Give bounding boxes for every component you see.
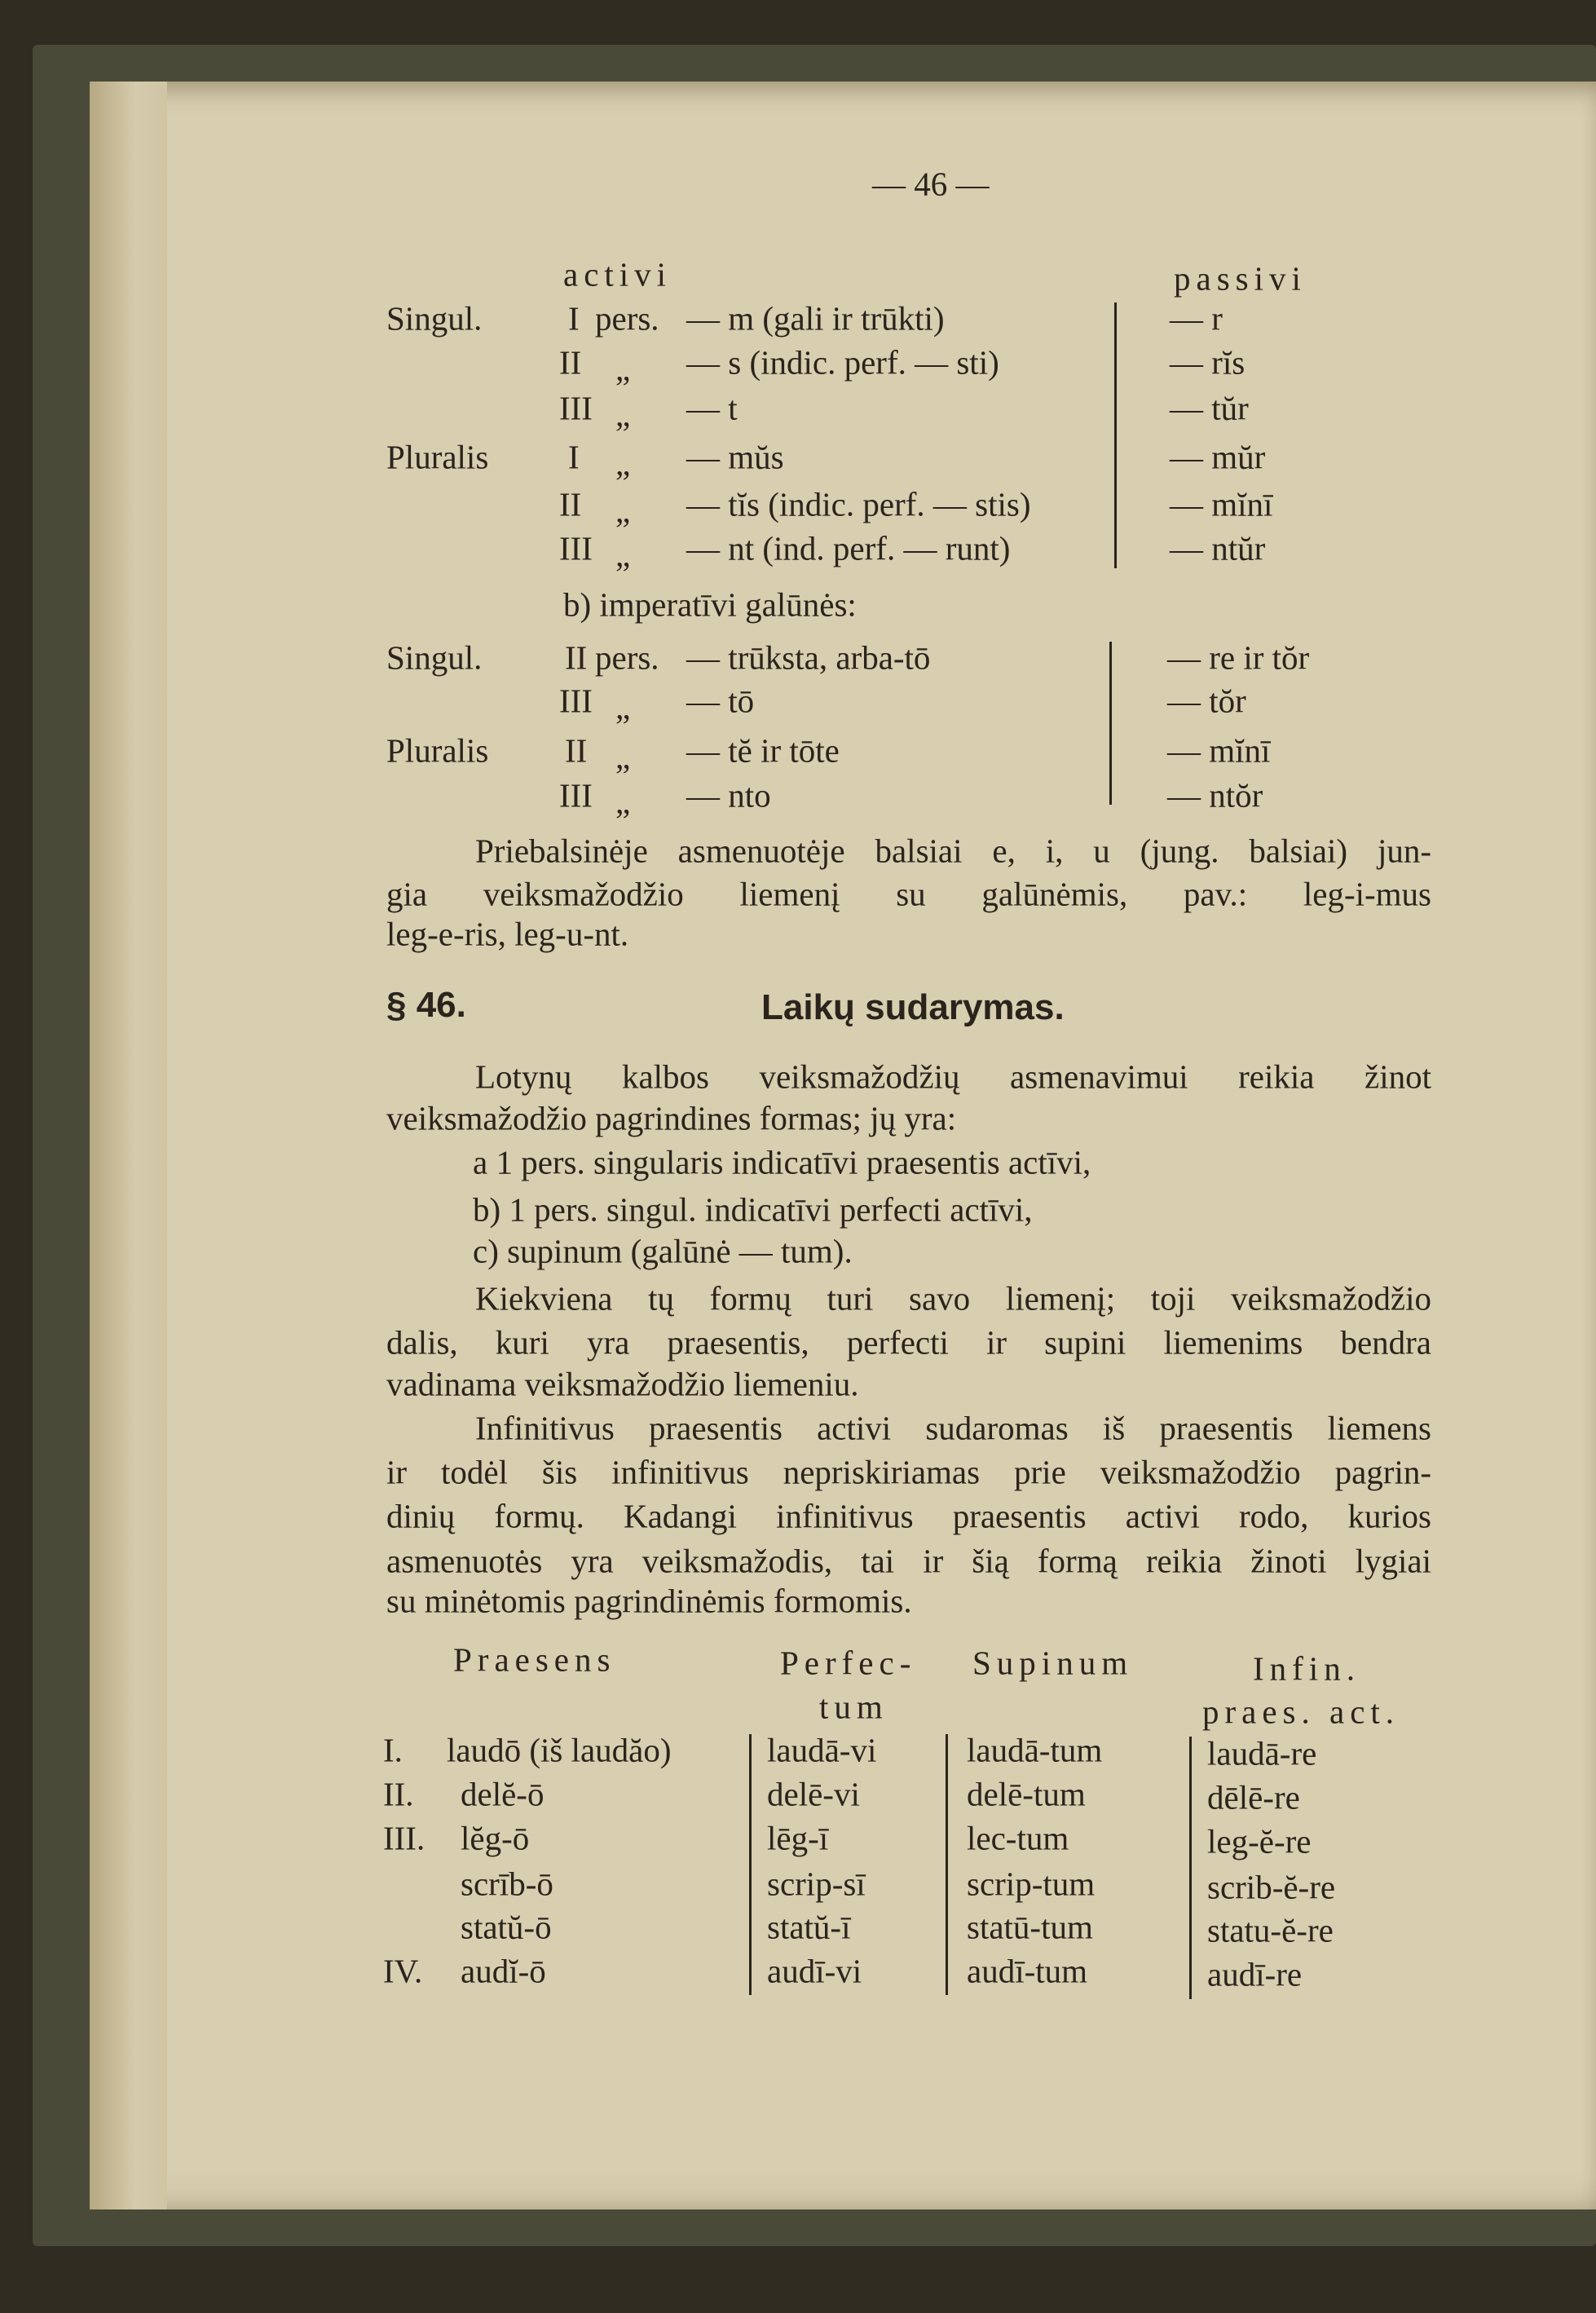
page-edges bbox=[90, 82, 167, 2209]
activi-heading: activi bbox=[563, 255, 672, 294]
active-ending: — nt (ind. perf. — runt) bbox=[686, 529, 1011, 567]
conjugation-numeral: I. bbox=[383, 1731, 403, 1769]
paragraph-line: ir todėl šis infinitivus nepriskiriamas prie veiksmažodžio pagrin- bbox=[386, 1453, 1431, 1491]
supinum-cell: scrip-tum bbox=[967, 1865, 1096, 1903]
section-title: Laikų sudarymas. bbox=[761, 987, 1065, 1027]
passive-ending: — mĭnī bbox=[1167, 731, 1271, 770]
infinitivus-cell: audī-re bbox=[1207, 1955, 1303, 1993]
passive-ending: — rĭs bbox=[1170, 343, 1245, 382]
active-ending: — s (indic. perf. — sti) bbox=[686, 343, 999, 382]
person-mark: „ bbox=[615, 492, 631, 530]
person-numeral: II bbox=[565, 638, 588, 677]
grammatical-number: Pluralis bbox=[386, 731, 489, 770]
infinitivus-cell: statu-ĕ-re bbox=[1207, 1911, 1334, 1949]
person-numeral: III bbox=[559, 682, 593, 720]
perfectum-cell: laudā-vi bbox=[767, 1731, 877, 1769]
perfectum-cell: delē-vi bbox=[767, 1775, 860, 1813]
praesens-cell: statŭ-ō bbox=[461, 1908, 552, 1946]
infinitivus-cell: dēlē-re bbox=[1207, 1778, 1300, 1816]
passive-ending: — r bbox=[1170, 299, 1223, 338]
supinum-cell: statū-tum bbox=[967, 1908, 1093, 1946]
active-ending: — nto bbox=[686, 776, 771, 814]
paragraph-line: dinių formų. Kadangi infinitivus praesentis activi rodo, kurios bbox=[386, 1497, 1431, 1535]
infinitivus-cell: leg-ĕ-re bbox=[1207, 1822, 1312, 1861]
column-divider bbox=[749, 1734, 752, 1995]
praesens-cell: delĕ-ō bbox=[461, 1775, 544, 1813]
person-numeral: III bbox=[559, 529, 593, 567]
section-number: § 46. bbox=[386, 985, 466, 1025]
active-ending: — tĭs (indic. perf. — stis) bbox=[686, 485, 1031, 523]
praesens-cell: laudō (iš laudăo) bbox=[447, 1731, 672, 1769]
conjugation-numeral: IV. bbox=[383, 1952, 423, 1990]
column-divider bbox=[946, 1734, 948, 1995]
person-mark: pers. bbox=[595, 638, 659, 677]
person-numeral: II bbox=[559, 485, 582, 523]
supinum-cell: lec-tum bbox=[967, 1819, 1069, 1857]
header-infinitivus: Infin. bbox=[1253, 1649, 1360, 1688]
grammatical-number: Singul. bbox=[386, 638, 483, 677]
passive-ending: — mĭnī bbox=[1170, 485, 1273, 523]
paragraph-line: dalis, kuri yra praesentis, perfecti ir supini liemenims bendra bbox=[386, 1323, 1431, 1362]
perfectum-cell: lēg-ī bbox=[767, 1819, 829, 1857]
person-mark: „ bbox=[615, 688, 631, 726]
column-divider bbox=[1189, 1737, 1192, 1999]
column-divider bbox=[1109, 642, 1112, 805]
person-mark: „ bbox=[615, 444, 631, 483]
infinitivus-cell: scrib-ĕ-re bbox=[1207, 1868, 1336, 1906]
active-ending: — tō bbox=[686, 682, 755, 720]
passive-ending: — re ir tŏr bbox=[1167, 638, 1310, 677]
perfectum-cell: scrip-sī bbox=[767, 1865, 866, 1903]
passive-ending: — ntŭr bbox=[1170, 529, 1266, 567]
header-supinum: Supinum bbox=[972, 1644, 1134, 1682]
praesens-cell: scrīb-ō bbox=[461, 1865, 553, 1903]
grammatical-number: Singul. bbox=[386, 299, 483, 338]
list-item: a 1 pers. singularis indicatīvi praesentis actīvi, bbox=[473, 1143, 1091, 1181]
imperative-heading: b) imperatīvi galūnės: bbox=[563, 585, 857, 624]
praesens-cell: lĕg-ō bbox=[461, 1819, 530, 1857]
person-numeral: I bbox=[568, 299, 580, 338]
active-ending: — tĕ ir tōte bbox=[686, 731, 840, 770]
paragraph-line: Kiekviena tų formų turi savo liemenį; toji veiksmažodžio bbox=[475, 1279, 1431, 1318]
person-mark: pers. bbox=[595, 299, 659, 338]
conjugation-numeral: III. bbox=[383, 1819, 425, 1857]
conjugation-numeral: II. bbox=[383, 1775, 414, 1813]
page-number: — 46 — bbox=[872, 165, 990, 203]
passivi-heading: passivi bbox=[1174, 259, 1307, 298]
list-item: c) supinum (galūnė — tum). bbox=[473, 1232, 853, 1270]
perfectum-cell: statŭ-ī bbox=[767, 1908, 851, 1946]
person-mark: „ bbox=[615, 395, 631, 434]
person-numeral: III bbox=[559, 389, 593, 427]
paragraph-line: asmenuotės yra veiksmažodis, tai ir šią formą reikia žinoti lygiai bbox=[386, 1542, 1431, 1580]
passive-ending: — ntŏr bbox=[1167, 776, 1263, 814]
paragraph-line: Lotynų kalbos veiksmažodžių asmenavimui reikia žinot bbox=[475, 1057, 1431, 1096]
person-numeral: II bbox=[565, 731, 588, 770]
header-praesens: Praesens bbox=[453, 1640, 616, 1679]
paragraph-line: veiksmažodžio pagrindines formas; jų yra: bbox=[386, 1099, 957, 1137]
list-item: b) 1 pers. singul. indicatīvi perfecti actīvi, bbox=[473, 1190, 1033, 1229]
header-perfectum-cont: tum bbox=[819, 1688, 888, 1726]
active-ending: — t bbox=[686, 389, 738, 427]
supinum-cell: audī-tum bbox=[967, 1952, 1088, 1990]
paragraph-line: gia veiksmažodžio liemenį su galūnėmis, pav.: leg-i-mus bbox=[386, 875, 1431, 913]
person-mark: „ bbox=[615, 783, 631, 821]
person-numeral: II bbox=[559, 343, 582, 382]
passive-ending: — tŭr bbox=[1170, 389, 1249, 427]
person-mark: „ bbox=[615, 350, 631, 388]
grammatical-number: Pluralis bbox=[386, 438, 489, 476]
active-ending: — mŭs bbox=[686, 438, 784, 476]
passive-ending: — tŏr bbox=[1167, 682, 1246, 720]
person-numeral: I bbox=[568, 438, 580, 476]
column-divider bbox=[1114, 302, 1117, 568]
active-ending: — trūksta, arba-tō bbox=[686, 638, 931, 677]
person-numeral: III bbox=[559, 776, 593, 814]
infinitivus-cell: laudā-re bbox=[1207, 1734, 1317, 1772]
paragraph-line: Infinitivus praesentis activi sudaromas iš praesentis liemens bbox=[475, 1409, 1431, 1447]
header-perfectum: Perfec- bbox=[780, 1644, 917, 1682]
paragraph-line: vadinama veiksmažodžio liemeniu. bbox=[386, 1365, 859, 1403]
paragraph-line: leg-e-ris, leg-u-nt. bbox=[386, 915, 629, 953]
paragraph-line: su minėtomis pagrindinėmis formomis. bbox=[386, 1582, 912, 1620]
praesens-cell: audĭ-ō bbox=[461, 1952, 546, 1990]
person-mark: „ bbox=[615, 536, 631, 574]
person-mark: „ bbox=[615, 738, 631, 776]
header-infinitivus-cont: praes. act. bbox=[1202, 1693, 1400, 1731]
paragraph-line: Priebalsinėje asmenuotėje balsiai e, i, u (jung. balsiai) jun- bbox=[475, 832, 1431, 870]
supinum-cell: laudā-tum bbox=[967, 1731, 1103, 1769]
supinum-cell: delē-tum bbox=[967, 1775, 1086, 1813]
active-ending: — m (gali ir trūkti) bbox=[686, 299, 945, 338]
passive-ending: — mŭr bbox=[1170, 438, 1266, 476]
perfectum-cell: audī-vi bbox=[767, 1952, 862, 1990]
